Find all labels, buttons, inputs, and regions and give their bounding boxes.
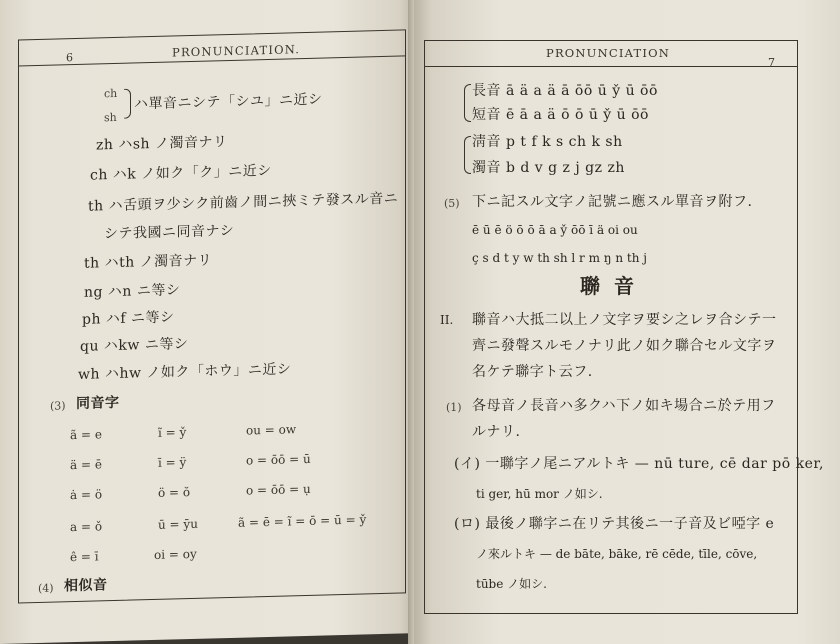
text-line: シテ我國ニ同音ナシ — [104, 222, 235, 243]
brace — [124, 89, 131, 119]
brace — [464, 84, 471, 122]
section-number: (1) — [446, 401, 462, 414]
text-line: 名ケテ聯字ト云フ. — [472, 364, 593, 380]
text-line: 濁音 b d v g z j gz zh — [472, 160, 625, 176]
table-cell: ä = ē — [70, 457, 102, 473]
text-line: th ハth ノ濁音ナリ — [84, 252, 213, 272]
brace — [464, 136, 471, 174]
table-cell: oi = oy — [154, 546, 197, 562]
right-header-rule — [424, 66, 798, 67]
table-cell: ȧ = ö — [70, 487, 103, 503]
text-line: ハ單音ニシテ「シユ」ニ近シ — [134, 91, 323, 113]
text-line: ノ來ルトキ — de bāte, bāke, rē cēde, tīle, cōve, — [476, 547, 758, 561]
table-cell: ã = e — [70, 427, 102, 443]
text-line: qu ハkw ニ等シ — [80, 336, 189, 355]
section-number: (3) — [50, 399, 66, 413]
right-running-header: PRONUNCIATION — [546, 46, 670, 60]
table-cell: ī = ÿ — [158, 455, 187, 470]
text-line: wh ハhw ノ如ク「ホウ」ニ近シ — [78, 361, 292, 383]
text-line: ph ハf ニ等シ — [82, 309, 175, 328]
section-number: (5) — [444, 197, 460, 210]
table-cell: ê = ī — [70, 549, 99, 565]
left-page-number: 6 — [66, 51, 73, 65]
text-line: zh ハsh ノ濁音ナリ — [96, 134, 228, 154]
text-line: 各母音ノ長音ハ多クハ下ノ如キ場合ニ於テ用フ — [472, 398, 776, 414]
table-cell: o = ōō = ū — [246, 451, 311, 468]
text-line: (イ) 一聯字ノ尾ニアルトキ — nū ture, cē dar pō ker, — [454, 456, 824, 472]
text-line: 下ニ記スル文字ノ記號ニ應スル單音ヲ附フ. — [472, 194, 753, 210]
text-line: ルナリ. — [472, 424, 521, 440]
section-heading: 聯音 — [580, 274, 648, 298]
text-line: ç s d t y w th sh l r m ŋ n th j — [472, 251, 647, 265]
text-line: (ロ) 最後ノ聯字ニ在リテ其後ニ一子音及ビ啞字 e — [454, 516, 775, 532]
left-running-header: PRONUNCIATION. — [172, 42, 301, 60]
text-line: ti ger, hū mor ノ如シ. — [476, 487, 603, 501]
table-cell: ĩ = y̌ — [158, 425, 187, 440]
text-line: 淸音 p t f k s ch k sh — [472, 134, 623, 150]
section-title: 相似音 — [64, 577, 108, 595]
table-cell: ã = ē = ĩ = ō = ū = y̌ — [238, 512, 367, 530]
section-title: 同音字 — [76, 394, 120, 413]
text-line: 長音 ā ä a ä ā ōō ū y̌ ū ōō — [472, 83, 658, 99]
table-cell: o = ōō = ụ — [246, 481, 311, 498]
table-cell: ou = ow — [246, 422, 297, 438]
text-line: ch ハk ノ如ク「ク」ニ近シ — [90, 162, 272, 184]
right-page-number: 7 — [768, 56, 775, 69]
text-line: ch — [104, 86, 118, 101]
text-line: 聯音ハ大抵二以上ノ文字ヲ要シ之レヲ合シテ一 — [472, 312, 777, 328]
section-number: II. — [440, 313, 454, 327]
text-line: tūbe ノ如シ. — [476, 577, 547, 591]
text-line: sh — [104, 110, 117, 125]
table-cell: ö = ŏ — [158, 485, 191, 500]
text-line: ē ū ē ö ō ō ā a y̌ ōō ī ä oi ou — [472, 223, 638, 237]
left-page — [0, 0, 416, 644]
text-line: th ハ舌頭ヲ少シク前齒ノ間ニ挾ミテ發スル音ニ — [88, 190, 399, 215]
right-page — [414, 0, 840, 644]
table-cell: a = ǒ — [70, 519, 103, 535]
table-cell: ū = ȳu — [158, 516, 198, 532]
text-line: 短音 ē ā a ä ō ō ū y̌ ū ōō — [472, 107, 649, 123]
text-line: ng ハn ニ等シ — [84, 282, 181, 301]
section-number: (4) — [38, 581, 54, 596]
text-line: 齊ニ發聲スルモノナリ此ノ如ク聯合セル文字ヲ — [472, 338, 777, 354]
